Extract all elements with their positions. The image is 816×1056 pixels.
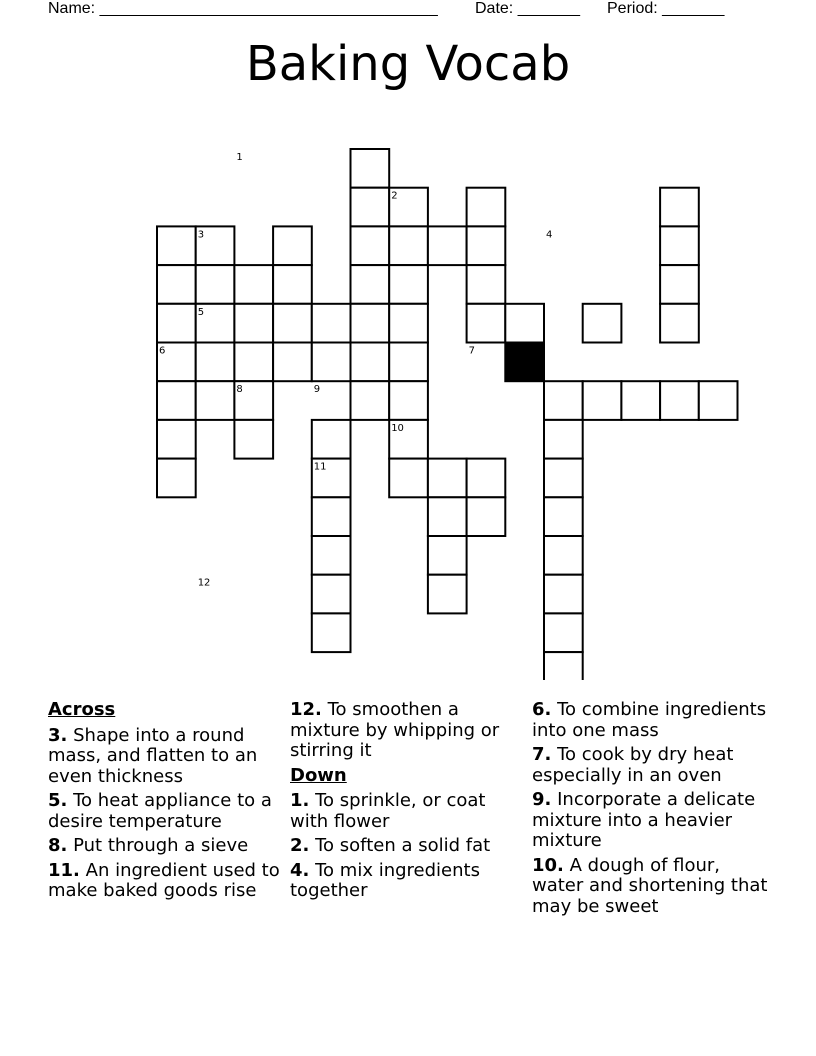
grid-cell[interactable] bbox=[428, 226, 467, 265]
grid-cell[interactable] bbox=[273, 226, 312, 265]
page-title: Baking Vocab bbox=[245, 36, 571, 92]
grid-cell[interactable] bbox=[428, 536, 467, 575]
grid-cell[interactable] bbox=[351, 149, 390, 188]
grid-cell[interactable] bbox=[351, 304, 390, 343]
grid-cell[interactable] bbox=[312, 343, 351, 382]
cell-number-4: 4 bbox=[546, 229, 553, 241]
clue-text: To smoothen a mixture by whipping or stirring it bbox=[290, 699, 500, 761]
grid-cell[interactable] bbox=[544, 613, 583, 652]
grid-cell[interactable] bbox=[389, 381, 428, 420]
clue-text: To mix ingredients together bbox=[290, 859, 480, 901]
grid-cell[interactable] bbox=[544, 497, 583, 536]
grid-cell[interactable] bbox=[389, 226, 428, 265]
grid-cell[interactable] bbox=[467, 188, 506, 227]
clue-text: A dough of flour, water and shortening that may be sweet bbox=[532, 854, 768, 917]
grid-cell[interactable] bbox=[234, 304, 273, 343]
grid-cell[interactable] bbox=[312, 420, 351, 459]
clue-number: 6. bbox=[532, 699, 552, 720]
cell-number-6: 6 bbox=[159, 345, 166, 357]
grid-cell[interactable] bbox=[389, 343, 428, 382]
clue-text: Shape into a round mass, and flatten to an even thickness bbox=[48, 724, 258, 787]
grid-cell[interactable] bbox=[428, 497, 467, 536]
clue-text: Incorporate a delicate mixture into a heavier mixture bbox=[532, 789, 756, 851]
down-heading: Down bbox=[290, 764, 347, 786]
clue-number: 3. bbox=[48, 724, 68, 746]
grid-cell[interactable] bbox=[544, 381, 583, 420]
grid-cell[interactable] bbox=[389, 459, 428, 498]
grid-cell[interactable] bbox=[351, 226, 390, 265]
clue-number: 8. bbox=[48, 835, 68, 856]
clue-across-3 bbox=[48, 726, 283, 788]
grid-cell[interactable] bbox=[312, 497, 351, 536]
grid-cell[interactable] bbox=[157, 459, 196, 498]
cell-number-12: 12 bbox=[197, 577, 211, 589]
grid-cell[interactable] bbox=[505, 304, 544, 343]
grid-cell[interactable] bbox=[583, 381, 622, 420]
date-field-label[interactable]: Date: _______ bbox=[475, 0, 580, 17]
grid-cell[interactable] bbox=[467, 459, 506, 498]
clue-text: To cook by dry heat especially in an oven bbox=[532, 744, 734, 786]
clue-text: An ingredient used to make baked goods rise bbox=[48, 859, 280, 901]
cell-number-11: 11 bbox=[313, 461, 327, 473]
grid-cell[interactable] bbox=[544, 575, 583, 614]
cell-number-8: 8 bbox=[236, 384, 243, 396]
grid-cell[interactable] bbox=[389, 265, 428, 304]
grid-cell[interactable] bbox=[157, 381, 196, 420]
clue-down-2 bbox=[290, 836, 522, 857]
grid-cell[interactable] bbox=[428, 459, 467, 498]
grid-cell[interactable] bbox=[196, 265, 235, 304]
grid-cell[interactable] bbox=[660, 304, 699, 343]
clue-down-7 bbox=[532, 745, 768, 786]
clue-down-9 bbox=[532, 790, 768, 852]
grid-cell-black bbox=[505, 343, 544, 382]
cell-number-10: 10 bbox=[391, 422, 404, 434]
grid-cell[interactable] bbox=[196, 381, 235, 420]
period-field-label[interactable]: Period: _______ bbox=[607, 0, 725, 17]
cell-number-1: 1 bbox=[236, 152, 243, 163]
clue-down-10 bbox=[532, 856, 768, 918]
grid-cell[interactable] bbox=[544, 652, 583, 680]
clue-down-6 bbox=[532, 700, 768, 741]
grid-cell[interactable] bbox=[544, 459, 583, 498]
clue-number: 10. bbox=[532, 854, 564, 876]
grid-cell[interactable] bbox=[157, 226, 196, 265]
clue-text: To soften a solid fat bbox=[315, 835, 491, 856]
clue-number: 7. bbox=[532, 744, 552, 765]
grid-cell[interactable] bbox=[312, 613, 351, 652]
grid-cell[interactable] bbox=[660, 188, 699, 227]
grid-cell[interactable] bbox=[273, 304, 312, 343]
clue-down-1 bbox=[290, 791, 522, 832]
cell-number-7: 7 bbox=[468, 345, 475, 357]
cell-number-2: 2 bbox=[391, 190, 398, 202]
clue-number: 5. bbox=[48, 790, 68, 811]
grid-cell[interactable] bbox=[273, 265, 312, 304]
grid-cell[interactable] bbox=[583, 304, 622, 343]
cell-number-9: 9 bbox=[313, 384, 321, 396]
grid-cell[interactable] bbox=[234, 420, 273, 459]
grid-cell[interactable] bbox=[544, 420, 583, 459]
clue-number: 11. bbox=[48, 859, 80, 881]
clue-text: To heat appliance to a desire temperature bbox=[48, 790, 272, 832]
grid-cell[interactable] bbox=[621, 381, 660, 420]
grid-cell[interactable] bbox=[544, 536, 583, 575]
clue-across-11 bbox=[48, 861, 283, 902]
grid-cell[interactable] bbox=[157, 304, 196, 343]
grid-cell[interactable] bbox=[467, 497, 506, 536]
grid-cell[interactable] bbox=[660, 226, 699, 265]
grid-cell[interactable] bbox=[234, 343, 273, 382]
name-field-label[interactable]: Name: ______________________________________ bbox=[48, 0, 438, 17]
clue-column-2 bbox=[290, 700, 522, 906]
grid-cell[interactable] bbox=[234, 265, 273, 304]
grid-cell[interactable] bbox=[660, 381, 699, 420]
grid-cell[interactable] bbox=[467, 304, 506, 343]
grid-cell[interactable] bbox=[467, 265, 506, 304]
across-heading: Across bbox=[48, 699, 116, 720]
clue-down-4 bbox=[290, 861, 522, 902]
clue-number: 4. bbox=[290, 859, 310, 881]
grid-cell[interactable] bbox=[660, 265, 699, 304]
grid-cell[interactable] bbox=[312, 575, 351, 614]
clue-text: To sprinkle, or coat with flower bbox=[290, 790, 486, 832]
clue-text: Put through a sieve bbox=[73, 835, 249, 856]
clue-column-3 bbox=[532, 700, 768, 921]
clue-number: 9. bbox=[532, 789, 552, 810]
grid-cell[interactable] bbox=[428, 575, 467, 614]
grid-cell[interactable] bbox=[351, 265, 390, 304]
clue-across-8 bbox=[48, 836, 283, 857]
clue-across-12 bbox=[290, 700, 522, 762]
grid-cell[interactable] bbox=[351, 343, 390, 382]
clue-across-5 bbox=[48, 791, 283, 832]
clue-text: To combine ingredients into one mass bbox=[532, 699, 767, 741]
grid-cell[interactable] bbox=[467, 226, 506, 265]
cell-number-5: 5 bbox=[197, 306, 205, 318]
clue-column-1 bbox=[48, 700, 283, 906]
clue-number: 1. bbox=[290, 790, 310, 811]
grid-cell[interactable] bbox=[157, 420, 196, 459]
grid-cell[interactable] bbox=[699, 381, 738, 420]
grid-cell[interactable] bbox=[157, 265, 196, 304]
grid-cell[interactable] bbox=[351, 381, 390, 420]
grid-cell[interactable] bbox=[196, 343, 235, 382]
grid-cell[interactable] bbox=[389, 304, 428, 343]
grid-cell[interactable] bbox=[351, 188, 390, 227]
clue-number: 2. bbox=[290, 835, 310, 856]
clue-number: 12. bbox=[290, 699, 322, 720]
grid-cell[interactable] bbox=[273, 343, 312, 382]
cell-number-3: 3 bbox=[197, 229, 205, 241]
grid-cell[interactable] bbox=[312, 536, 351, 575]
grid-cell[interactable] bbox=[312, 304, 351, 343]
